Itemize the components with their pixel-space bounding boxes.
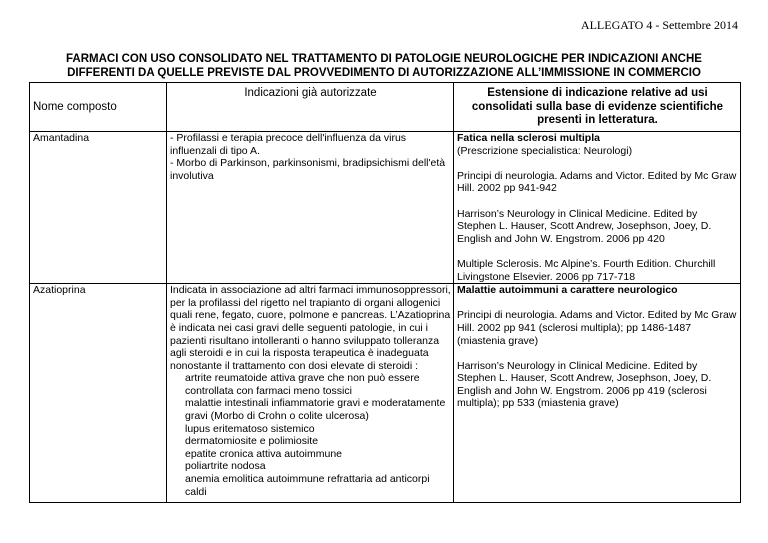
table-row: [30, 132, 741, 284]
extension-amantadina: [454, 132, 741, 284]
drug-name-amantadina: Amantadina: [30, 132, 167, 284]
authorized-list-item: anemia emolitica autoimmune refrattaria ad anticorpi caldi: [185, 473, 430, 498]
extension-subtitle: (Prescrizione specialistica: Neurologi): [457, 144, 633, 157]
extension-azatioprina: [454, 284, 741, 503]
reference-item: Principi di neurologia. Adams and Victor. Edited by Mc Graw Hill. 2002 pp 941-942: [457, 169, 737, 195]
authorized-list-item: lupus eritematoso sistemico: [185, 422, 315, 435]
allegato-label: ALLEGATO 4 - Settembre 2014: [580, 18, 738, 32]
drug-table: [29, 82, 741, 503]
authorized-list-item: artrite reumatoide attiva grave che non può essere controllata con farmaci meno tossici: [185, 372, 420, 397]
authorized-indications-azatioprina: [167, 284, 454, 503]
document-title-line-1: FARMACI CON USO CONSOLIDATO NEL TRATTAMENTO DI PATOLOGIE NEUROLOGICHE PER INDICAZIONI ANCHE: [66, 53, 702, 65]
authorized-list-item: malattie intestinali infiammatorie gravi e moderatamente gravi (Morbo di Crohn o colite ulcerosa): [185, 397, 446, 423]
header-indicazioni-autorizzate: Indicazioni già autorizzate: [167, 83, 454, 132]
reference-item: Harrison’s Neurology in Clinical Medicine. Edited by Stephen L. Hauser, Scott Andrew, Josephson, Joey, D. English and John W. Engstrom. 2006 pp 419 (sclerosi multipla); pp 533 (miastenia grave): [457, 359, 712, 410]
extension-title: Malattie autoimmuni a carattere neurologico: [457, 284, 678, 297]
authorized-list-item: dermatomiosite e polimiosite: [185, 435, 319, 448]
header-nome-composto: Nome composto: [30, 83, 167, 132]
drug-name-azatioprina: Azatioprina: [30, 284, 167, 503]
extension-title: Fatica nella sclerosi multipla: [457, 132, 600, 144]
authorized-item: - Profilassi e terapia precoce dell'influenza da virus influenzali di tipo A.: [170, 132, 407, 157]
reference-item: Harrison’s Neurology in Clinical Medicine. Edited by Stephen L. Hauser, Scott Andrew, Josephson, Joey, D. English and John W. Engstrom. 2006 pp 420: [457, 207, 712, 245]
authorized-list-item: poliartrite nodosa: [185, 460, 266, 473]
reference-item: Multiple Sclerosis. Mc Alpine’s. Fourth Edition. Churchill Livingstone Elsevier. 2006 pp 717-718: [457, 257, 716, 283]
table-row: [30, 284, 741, 503]
table-header-row: [30, 83, 741, 132]
authorized-intro: Indicata in associazione ad altri farmaci immunosoppressori, per la profilassi del rigetto nel trapianto di organi allogenici quali rene, fegato, cuore, polmone e pancreas. L’Azatioprina è indicata nei casi gravi delle seguenti patologie, in cui i pazienti risultano intolleranti o hanno sviluppato tolleranza agli steroidi e in cui la risposta terapeutica è inadeguata nonostante il trattamento con dosi elevate di steroidi :: [170, 284, 451, 372]
authorized-indications-amantadina: [167, 132, 454, 284]
document-title-line-2: DIFFERENTI DA QUELLE PREVISTE DAL PROVVEDIMENTO DI AUTORIZZAZIONE ALL’IMMISSIONE IN COMMERCIO: [67, 67, 701, 79]
reference-item: Principi di neurologia. Adams and Victor. Edited by Mc Graw Hill. 2002 pp 941 (sclerosi multipla); pp 1486-1487 (miastenia grave): [457, 309, 737, 347]
authorized-list-item: epatite cronica attiva autoimmune: [185, 447, 343, 460]
authorized-item: - Morbo di Parkinson, parkinsonismi, bradipsichismi dell'età involutiva: [170, 157, 446, 182]
document-title: [40, 52, 728, 80]
header-estensione-indicazione: Estensione di indicazione relative ad usi consolidati sulla base di evidenze scientifiche presenti in letteratura.: [454, 83, 741, 132]
